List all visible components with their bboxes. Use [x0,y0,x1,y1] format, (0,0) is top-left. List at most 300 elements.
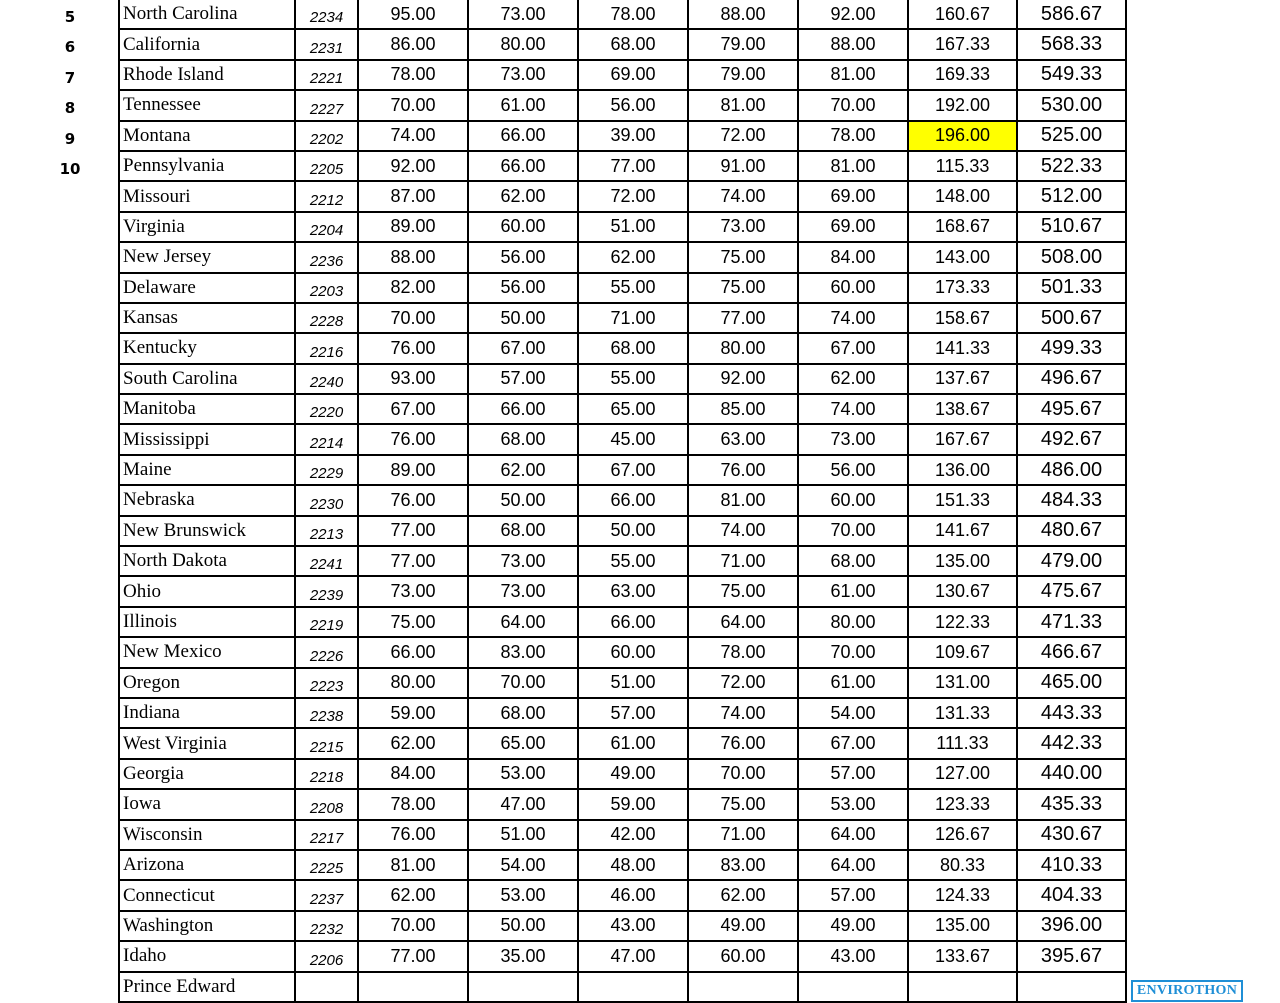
score-cell: 151.33 [908,485,1017,515]
score-cell: 70.00 [468,668,578,698]
score-cell: 131.33 [908,698,1017,728]
team-number-cell: 2215 [295,728,358,758]
score-cell: 49.00 [578,759,688,789]
score-cell [358,972,468,1002]
team-number-cell: 2225 [295,850,358,880]
score-cell [578,972,688,1002]
state-cell: Connecticut [119,880,295,910]
score-cell: 61.00 [468,90,578,120]
score-cell: 67.00 [578,455,688,485]
score-cell: 68.00 [798,546,908,576]
score-cell: 88.00 [688,0,798,29]
score-cell: 91.00 [688,151,798,181]
table-row [119,424,1126,454]
score-cell: 68.00 [468,424,578,454]
score-cell: 73.00 [798,424,908,454]
score-cell: 60.00 [578,637,688,667]
total-score-cell: 465.00 [1017,668,1126,698]
table-row [119,759,1126,789]
score-cell: 61.00 [798,576,908,606]
score-cell: 47.00 [578,941,688,971]
state-cell: Washington [119,911,295,941]
state-cell: Illinois [119,607,295,637]
score-cell: 72.00 [688,668,798,698]
state-cell: New Jersey [119,242,295,272]
envirothon-logo [1131,980,1243,1002]
score-cell: 77.00 [688,303,798,333]
score-cell: 111.33 [908,728,1017,758]
state-cell: Wisconsin [119,820,295,850]
team-number-cell: 2203 [295,273,358,303]
score-cell: 68.00 [578,29,688,59]
table-row [119,972,1126,1002]
score-cell: 48.00 [578,850,688,880]
score-cell: 71.00 [688,546,798,576]
total-score-cell: 522.33 [1017,151,1126,181]
score-cell: 74.00 [798,394,908,424]
score-cell: 62.00 [468,181,578,211]
score-cell: 69.00 [798,212,908,242]
total-score-cell: 404.33 [1017,880,1126,910]
state-cell: Montana [119,121,295,151]
rank-number: 9 [64,129,76,148]
table-row [119,455,1126,485]
state-cell: New Brunswick [119,516,295,546]
score-cell: 67.00 [358,394,468,424]
score-cell: 62.00 [468,455,578,485]
total-score-cell: 499.33 [1017,333,1126,363]
team-number-cell: 2239 [295,576,358,606]
state-cell: South Carolina [119,364,295,394]
score-cell: 130.67 [908,576,1017,606]
score-cell: 122.33 [908,607,1017,637]
score-cell: 51.00 [578,212,688,242]
score-cell: 72.00 [578,181,688,211]
score-cell: 60.00 [688,941,798,971]
score-cell: 57.00 [578,698,688,728]
total-score-cell: 525.00 [1017,121,1126,151]
score-cell: 42.00 [578,820,688,850]
total-score-cell: 496.67 [1017,364,1126,394]
total-score-cell: 430.67 [1017,820,1126,850]
team-number-cell: 2234 [295,0,358,29]
score-cell: 55.00 [578,364,688,394]
score-cell: 80.00 [798,607,908,637]
score-cell: 68.00 [578,333,688,363]
score-cell: 81.00 [358,850,468,880]
table-row [119,728,1126,758]
score-cell: 78.00 [358,789,468,819]
score-cell: 43.00 [578,911,688,941]
score-cell: 83.00 [468,637,578,667]
score-cell: 135.00 [908,546,1017,576]
score-cell: 50.00 [468,485,578,515]
score-cell: 89.00 [358,212,468,242]
score-cell: 81.00 [798,151,908,181]
score-cell: 88.00 [358,242,468,272]
score-cell: 43.00 [798,941,908,971]
total-score-cell: 486.00 [1017,455,1126,485]
total-score-cell: 510.67 [1017,212,1126,242]
team-number-cell: 2240 [295,364,358,394]
score-cell: 53.00 [468,759,578,789]
score-cell: 126.67 [908,820,1017,850]
total-score-cell: 501.33 [1017,273,1126,303]
table-row [119,364,1126,394]
team-number-cell: 2223 [295,668,358,698]
score-cell: 51.00 [468,820,578,850]
score-cell: 81.00 [688,90,798,120]
score-cell: 70.00 [798,516,908,546]
total-score-cell [1017,972,1126,1002]
score-cell: 74.00 [688,698,798,728]
score-cell: 109.67 [908,637,1017,667]
table-row [119,90,1126,120]
table-row [119,181,1126,211]
score-cell: 95.00 [358,0,468,29]
score-cell: 73.00 [468,60,578,90]
score-cell: 68.00 [468,516,578,546]
table-row [119,941,1126,971]
score-cell: 66.00 [578,485,688,515]
score-cell: 46.00 [578,880,688,910]
score-cell: 137.67 [908,364,1017,394]
score-cell: 74.00 [798,303,908,333]
score-cell: 75.00 [688,242,798,272]
state-cell: New Mexico [119,637,295,667]
score-cell: 47.00 [468,789,578,819]
score-cell: 53.00 [798,789,908,819]
total-score-cell: 480.67 [1017,516,1126,546]
table-row [119,880,1126,910]
score-cell: 75.00 [688,273,798,303]
score-cell: 89.00 [358,455,468,485]
score-cell: 78.00 [798,121,908,151]
score-cell: 115.33 [908,151,1017,181]
score-cell: 92.00 [688,364,798,394]
state-cell: Virginia [119,212,295,242]
total-score-cell: 471.33 [1017,607,1126,637]
score-cell: 71.00 [688,820,798,850]
score-cell [468,972,578,1002]
score-cell: 123.33 [908,789,1017,819]
score-cell: 59.00 [358,698,468,728]
score-cell: 67.00 [798,333,908,363]
table-row [119,333,1126,363]
score-cell [908,972,1017,1002]
score-cell: 136.00 [908,455,1017,485]
total-score-cell: 549.33 [1017,60,1126,90]
state-cell: Pennsylvania [119,151,295,181]
score-cell: 49.00 [798,911,908,941]
score-cell: 80.00 [468,29,578,59]
total-score-cell: 442.33 [1017,728,1126,758]
state-cell: Mississippi [119,424,295,454]
team-number-cell: 2212 [295,181,358,211]
state-cell: Nebraska [119,485,295,515]
team-number-cell: 2214 [295,424,358,454]
state-cell: West Virginia [119,728,295,758]
score-cell: 56.00 [468,273,578,303]
score-cell: 39.00 [578,121,688,151]
state-cell: Georgia [119,759,295,789]
state-cell: North Dakota [119,546,295,576]
score-cell: 66.00 [468,151,578,181]
score-cell: 77.00 [358,546,468,576]
state-cell: Rhode Island [119,60,295,90]
score-cell: 80.33 [908,850,1017,880]
score-cell: 92.00 [358,151,468,181]
score-cell: 76.00 [358,485,468,515]
score-cell: 138.67 [908,394,1017,424]
score-cell: 55.00 [578,546,688,576]
rank-number: 8 [64,99,76,118]
score-cell: 160.67 [908,0,1017,29]
score-cell: 87.00 [358,181,468,211]
table-row [119,121,1126,151]
table-row [119,911,1126,941]
score-cell: 192.00 [908,90,1017,120]
score-cell: 75.00 [358,607,468,637]
score-cell: 131.00 [908,668,1017,698]
score-cell: 61.00 [578,728,688,758]
state-cell: Oregon [119,668,295,698]
score-cell: 70.00 [358,911,468,941]
team-number-cell: 2229 [295,455,358,485]
score-cell: 70.00 [798,637,908,667]
score-cell [688,972,798,1002]
score-cell: 75.00 [688,789,798,819]
score-cell: 45.00 [578,424,688,454]
team-number-cell: 2227 [295,90,358,120]
score-cell: 74.00 [688,181,798,211]
score-cell [798,972,908,1002]
score-cell: 60.00 [468,212,578,242]
team-number-cell: 2219 [295,607,358,637]
score-cell: 55.00 [578,273,688,303]
total-score-cell: 466.67 [1017,637,1126,667]
score-cell: 50.00 [468,303,578,333]
team-number-cell: 2206 [295,941,358,971]
score-cell: 65.00 [468,728,578,758]
total-score-cell: 479.00 [1017,546,1126,576]
team-number-cell: 2231 [295,29,358,59]
rank-number: 7 [64,68,76,87]
team-number-cell: 2204 [295,212,358,242]
score-cell: 148.00 [908,181,1017,211]
score-cell: 66.00 [468,121,578,151]
total-score-cell: 395.67 [1017,941,1126,971]
total-score-cell: 495.67 [1017,394,1126,424]
state-cell: Delaware [119,273,295,303]
state-cell: North Carolina [119,0,295,29]
total-score-cell: 435.33 [1017,789,1126,819]
total-score-cell: 586.67 [1017,0,1126,29]
state-cell: Maine [119,455,295,485]
score-cell: 77.00 [358,516,468,546]
score-cell: 92.00 [798,0,908,29]
score-cell: 76.00 [358,820,468,850]
score-cell: 196.00 [908,121,1017,151]
score-cell: 62.00 [798,364,908,394]
table-row [119,668,1126,698]
score-cell: 135.00 [908,911,1017,941]
total-score-cell: 410.33 [1017,850,1126,880]
team-number-cell: 2213 [295,516,358,546]
team-number-cell: 2221 [295,60,358,90]
team-number-cell: 2202 [295,121,358,151]
score-cell: 59.00 [578,789,688,819]
team-number-cell: 2228 [295,303,358,333]
table-row [119,607,1126,637]
score-cell: 133.67 [908,941,1017,971]
score-cell: 93.00 [358,364,468,394]
score-cell: 80.00 [688,333,798,363]
score-cell: 76.00 [358,333,468,363]
state-cell: Kentucky [119,333,295,363]
table-row [119,29,1126,59]
score-cell: 69.00 [578,60,688,90]
total-score-cell: 568.33 [1017,29,1126,59]
score-cell: 80.00 [358,668,468,698]
score-cell: 64.00 [468,607,578,637]
score-cell: 141.33 [908,333,1017,363]
score-cell: 66.00 [578,607,688,637]
score-cell: 53.00 [468,880,578,910]
table-row [119,485,1126,515]
total-score-cell: 475.67 [1017,576,1126,606]
scores-table [118,0,1127,1003]
score-cell: 57.00 [468,364,578,394]
score-cell: 173.33 [908,273,1017,303]
score-cell: 68.00 [468,698,578,728]
score-cell: 76.00 [688,455,798,485]
score-cell: 76.00 [358,424,468,454]
rank-number: 10 [59,160,81,178]
score-cell: 73.00 [468,576,578,606]
team-number-cell: 2218 [295,759,358,789]
state-cell: Missouri [119,181,295,211]
score-cell: 64.00 [688,607,798,637]
score-cell: 141.67 [908,516,1017,546]
team-number-cell: 2237 [295,880,358,910]
score-cell: 69.00 [798,181,908,211]
score-cell: 73.00 [468,0,578,29]
score-cell: 57.00 [798,880,908,910]
table-row [119,698,1126,728]
total-score-cell: 492.67 [1017,424,1126,454]
team-number-cell [295,972,358,1002]
table-row [119,394,1126,424]
table-row [119,637,1126,667]
state-cell: Iowa [119,789,295,819]
score-cell: 73.00 [468,546,578,576]
score-cell: 75.00 [688,576,798,606]
table-row [119,0,1126,29]
score-cell: 78.00 [578,0,688,29]
score-cell: 78.00 [688,637,798,667]
score-cell: 79.00 [688,29,798,59]
total-score-cell: 530.00 [1017,90,1126,120]
score-cell: 78.00 [358,60,468,90]
table-row [119,303,1126,333]
table-row [119,850,1126,880]
total-score-cell: 500.67 [1017,303,1126,333]
table-row [119,60,1126,90]
score-cell: 62.00 [358,880,468,910]
state-cell: Arizona [119,850,295,880]
score-cell: 63.00 [578,576,688,606]
score-cell: 158.67 [908,303,1017,333]
score-cell: 74.00 [358,121,468,151]
team-number-cell: 2217 [295,820,358,850]
table-row [119,546,1126,576]
logo-text: ENVIROTHON [1136,983,1238,998]
score-cell: 62.00 [358,728,468,758]
score-cell: 85.00 [688,394,798,424]
score-cell: 50.00 [578,516,688,546]
score-cell: 51.00 [578,668,688,698]
score-cell: 66.00 [468,394,578,424]
table-row [119,242,1126,272]
score-cell: 88.00 [798,29,908,59]
score-cell: 56.00 [798,455,908,485]
score-cell: 82.00 [358,273,468,303]
score-cell: 70.00 [798,90,908,120]
state-cell: Prince Edward [119,972,295,1002]
state-cell: Tennessee [119,90,295,120]
score-cell: 77.00 [578,151,688,181]
table-row [119,516,1126,546]
state-cell: Ohio [119,576,295,606]
score-cell: 56.00 [468,242,578,272]
team-number-cell: 2238 [295,698,358,728]
score-cell: 63.00 [688,424,798,454]
score-cell: 143.00 [908,242,1017,272]
score-cell: 167.67 [908,424,1017,454]
rank-number: 5 [64,8,76,26]
team-number-cell: 2220 [295,394,358,424]
score-cell: 64.00 [798,850,908,880]
score-cell: 60.00 [798,273,908,303]
score-cell: 167.33 [908,29,1017,59]
total-score-cell: 512.00 [1017,181,1126,211]
state-cell: Manitoba [119,394,295,424]
score-cell: 73.00 [688,212,798,242]
score-cell: 70.00 [358,90,468,120]
score-cell: 84.00 [798,242,908,272]
score-cell: 124.33 [908,880,1017,910]
total-score-cell: 396.00 [1017,911,1126,941]
score-cell: 61.00 [798,668,908,698]
state-cell: California [119,29,295,59]
score-cell: 64.00 [798,820,908,850]
score-cell: 81.00 [688,485,798,515]
team-number-cell: 2205 [295,151,358,181]
score-cell: 67.00 [468,333,578,363]
score-cell: 54.00 [798,698,908,728]
total-score-cell: 443.33 [1017,698,1126,728]
state-cell: Indiana [119,698,295,728]
score-cell: 73.00 [358,576,468,606]
score-cell: 70.00 [688,759,798,789]
score-cell: 50.00 [468,911,578,941]
score-cell: 74.00 [688,516,798,546]
score-cell: 66.00 [358,637,468,667]
state-cell: Idaho [119,941,295,971]
score-cell: 67.00 [798,728,908,758]
score-cell: 35.00 [468,941,578,971]
